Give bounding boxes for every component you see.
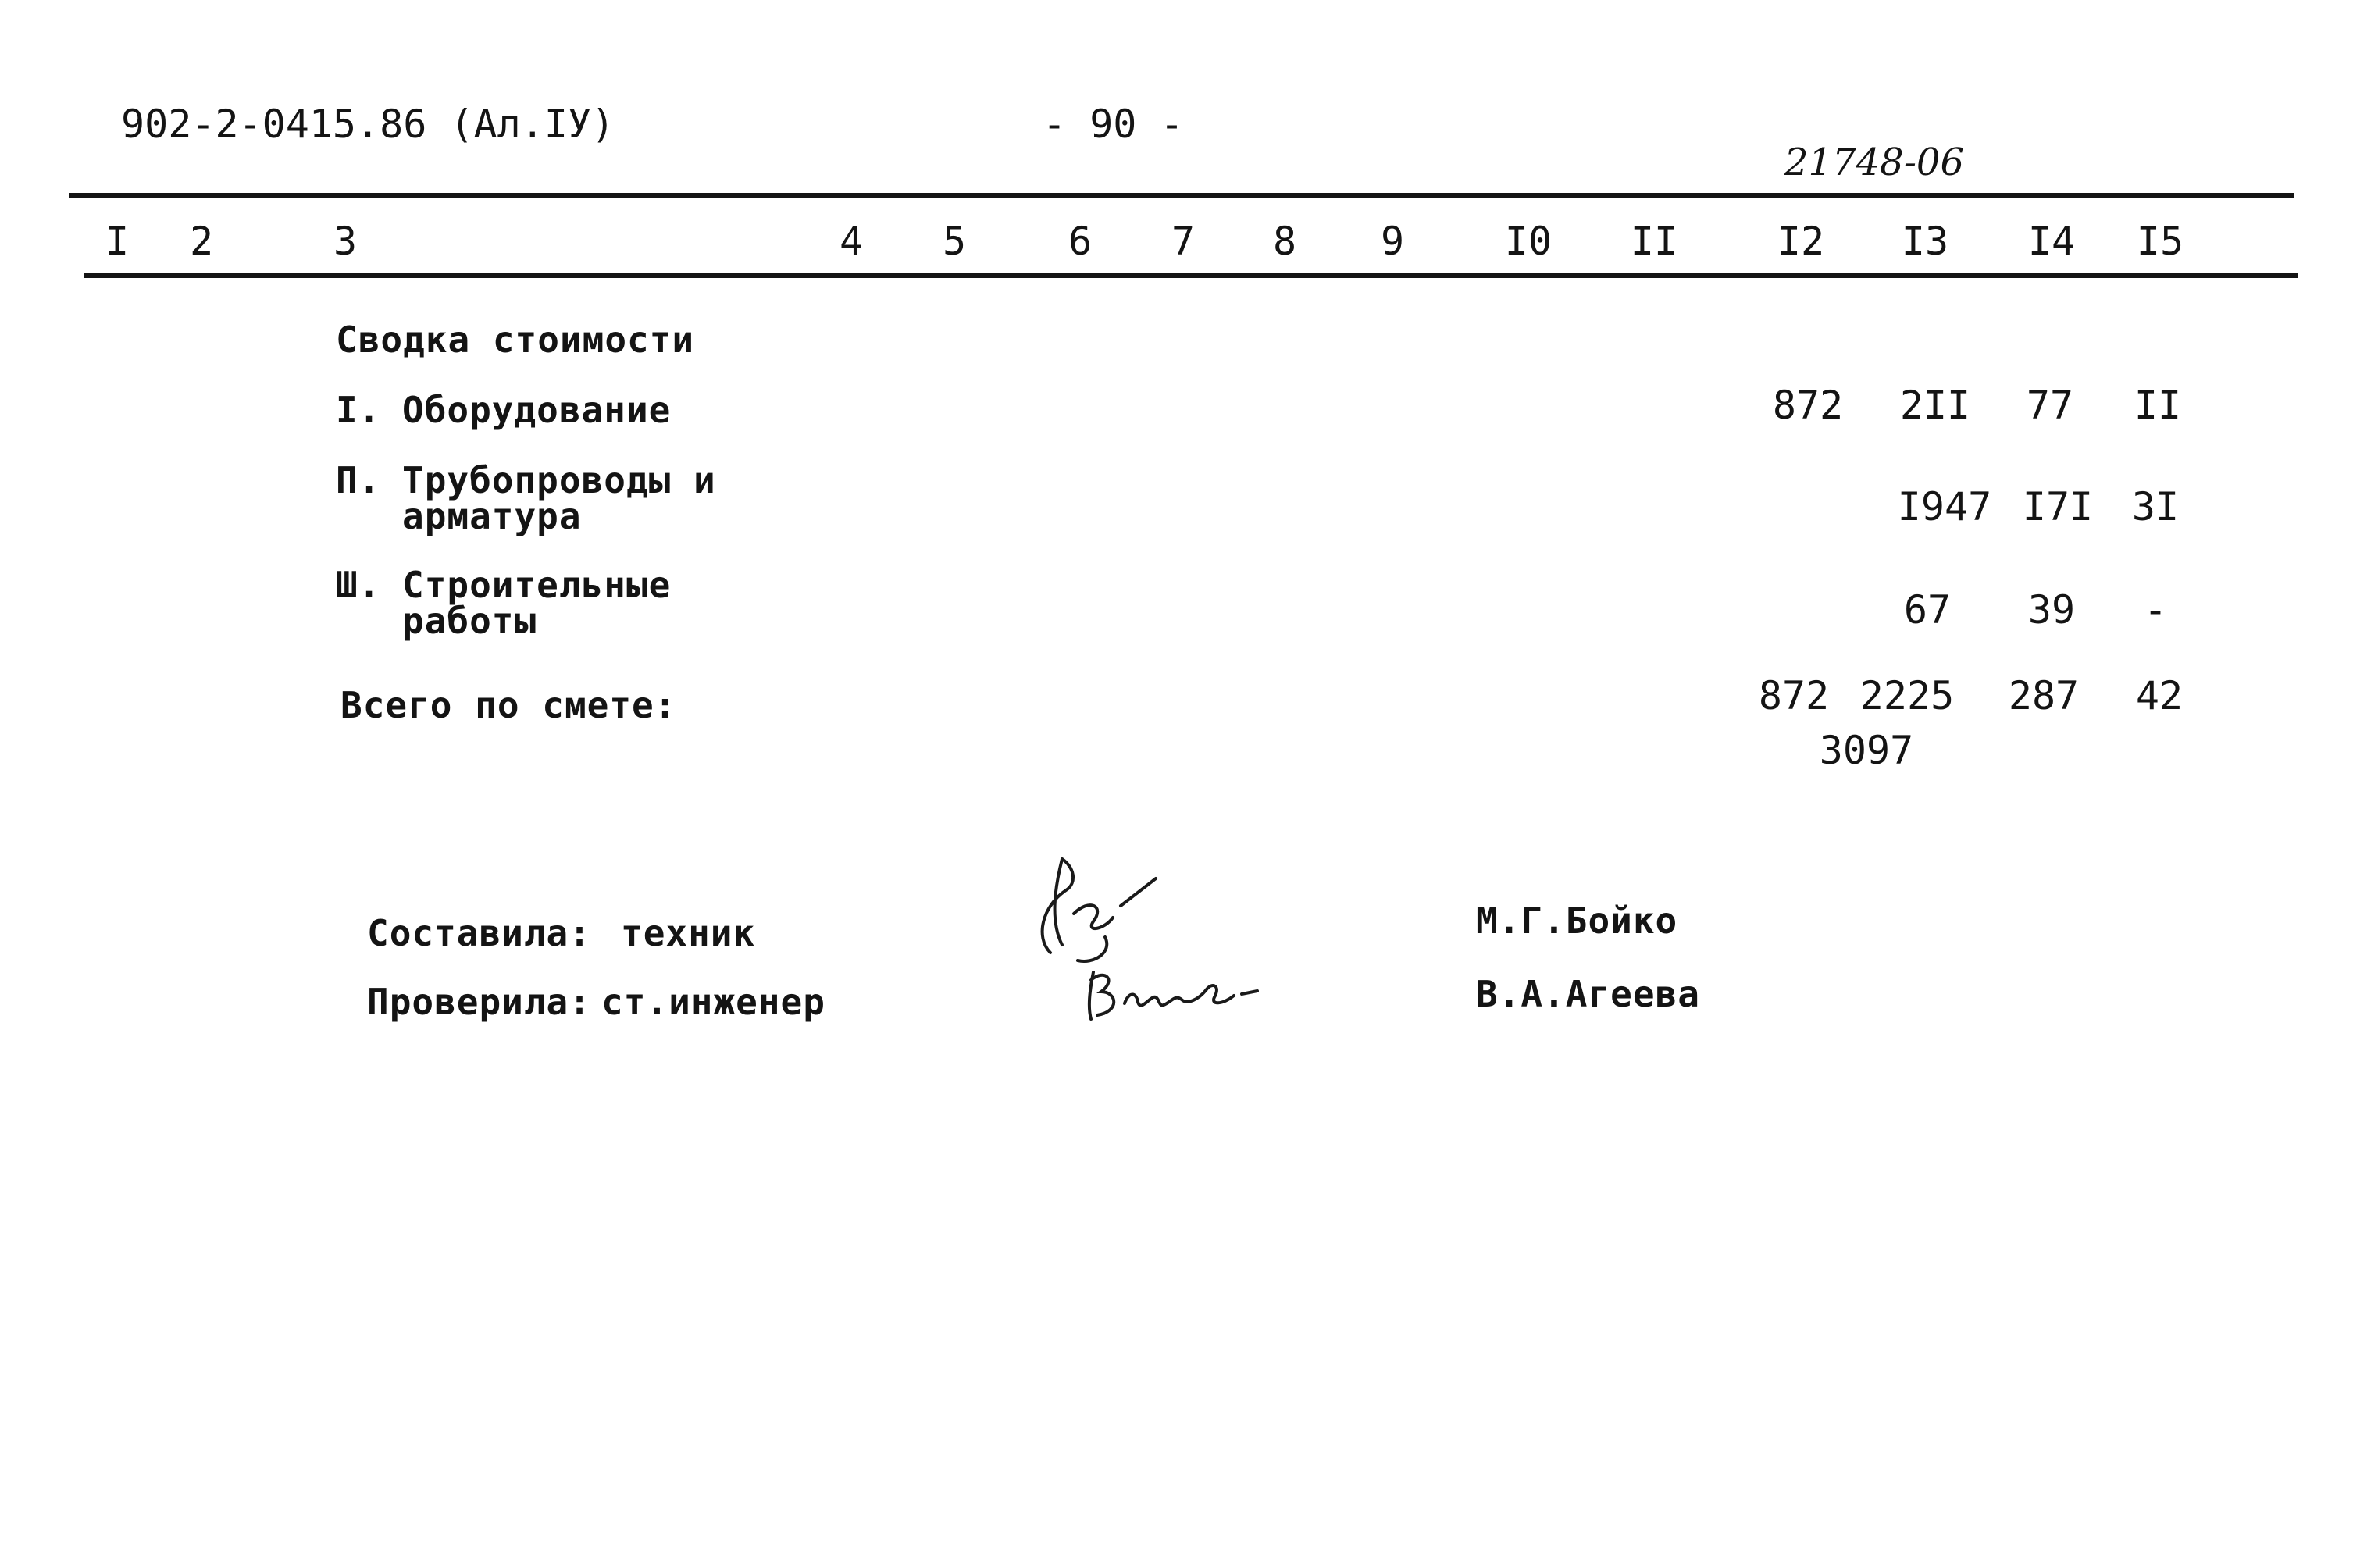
column-header-8: 8 [1272, 219, 1297, 264]
row-label: Оборудование [402, 389, 672, 431]
column-header-11: II [1630, 219, 1678, 264]
checked-role: Проверила: [367, 981, 591, 1023]
checked-title: ст.инженер [601, 981, 825, 1023]
row-label-continuation: арматура [402, 495, 582, 537]
row-number: П. [336, 459, 381, 501]
column-header-5: 5 [942, 219, 967, 264]
checked-signature [1082, 957, 1269, 1027]
cell-col15: - [2143, 587, 2168, 633]
column-header-4: 4 [839, 219, 864, 264]
column-header-14: I4 [2027, 219, 2076, 264]
column-header-9: 9 [1380, 219, 1405, 264]
section-title: Сводка стоимости [336, 319, 695, 361]
checked-name: В.А.Агеева [1476, 973, 1700, 1015]
column-header-2: 2 [189, 219, 214, 264]
cell-col14: 77 [2026, 383, 2074, 428]
cell-col15: 3I [2131, 484, 2180, 529]
column-header-10: I0 [1504, 219, 1553, 264]
total-label: Всего по смете: [340, 684, 677, 726]
column-header-12: I2 [1777, 219, 1825, 264]
row-label-continuation: работы [402, 600, 537, 642]
cell-col14: I7I [2022, 484, 2094, 529]
column-header-13: I3 [1901, 219, 1949, 264]
cell-col15: II [2134, 383, 2182, 428]
column-header-7: 7 [1171, 219, 1196, 264]
row-label: Строительные [402, 564, 672, 606]
cell-col13: 67 [1903, 587, 1952, 633]
top-rule [69, 193, 2294, 198]
page-number: - 90 - [1043, 102, 1184, 147]
compiled-title: техник [621, 912, 756, 954]
document-code: 902-2-0415.86 (Ал.IУ) [121, 102, 615, 147]
header-bottom-rule [84, 273, 2298, 278]
row-number: Ш. [336, 564, 381, 606]
cell-col13: 2II [1899, 383, 1971, 428]
total-col13: 2225 [1859, 673, 1955, 718]
cell-col14: 39 [2027, 587, 2076, 633]
column-header-15: I5 [2136, 219, 2184, 264]
total-col15: 42 [2135, 673, 2184, 718]
grand-total: 3097 [1819, 728, 1914, 773]
cell-col12: 872 [1772, 383, 1844, 428]
archive-number: 21748-06 [1784, 141, 1964, 184]
cell-col13: I947 [1897, 484, 1992, 529]
row-number: I. [336, 389, 381, 431]
column-header-6: 6 [1068, 219, 1093, 264]
column-header-1: I [105, 219, 130, 264]
compiled-role: Составила: [367, 912, 591, 954]
total-col14: 287 [2008, 673, 2080, 718]
compiled-name: М.Г.Бойко [1476, 900, 1678, 942]
column-header-3: 3 [333, 219, 358, 264]
row-label: Трубопроводы и [402, 459, 716, 501]
total-col12: 872 [1758, 673, 1830, 718]
